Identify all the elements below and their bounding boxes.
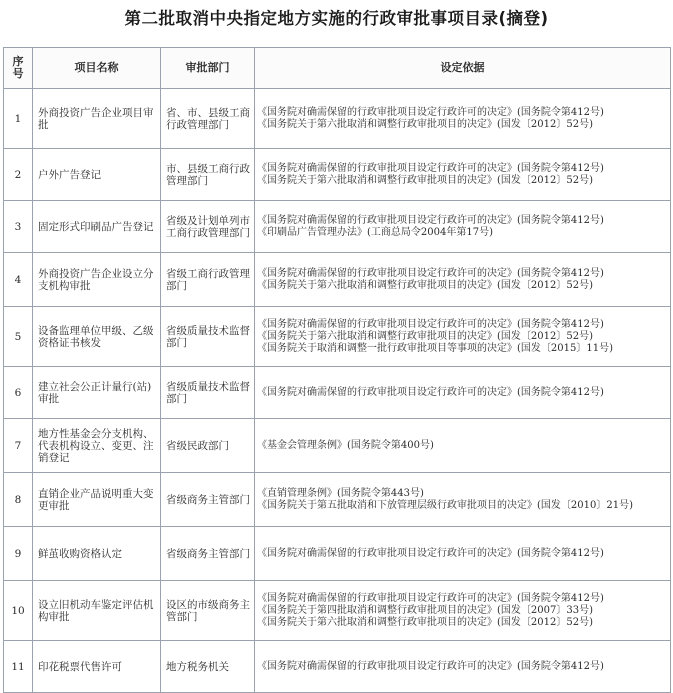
table-header-row <box>4 48 671 89</box>
legal-basis <box>255 307 671 367</box>
approval-dept: 省级质量技术监督部门 <box>161 367 255 419</box>
table-row <box>4 367 671 419</box>
row-number: 4 <box>4 253 33 307</box>
table-body <box>4 89 671 693</box>
table-row <box>4 581 671 641</box>
item-name: 外商投资广告企业设立分支机构审批 <box>33 253 161 307</box>
legal-basis-line: 《国务院关于第六批取消和调整行政审批项目的决定》(国发〔2012〕52号) <box>257 330 593 342</box>
legal-basis-line: 《国务院对确需保留的行政审批项目设定行政许可的决定》(国务院令第412号) <box>257 106 604 118</box>
table-row <box>4 473 671 527</box>
legal-basis <box>255 473 671 527</box>
legal-basis <box>255 419 671 473</box>
row-number: 11 <box>4 641 33 693</box>
approval-dept: 设区的市级商务主管部门 <box>161 581 255 641</box>
legal-basis-line: 《国务院关于取消和调整一批行政审批项目等事项的决定》(国发〔2015〕11号) <box>257 342 613 354</box>
approval-dept: 省、市、县级工商行政管理部门 <box>161 89 255 149</box>
row-number: 8 <box>4 473 33 527</box>
item-name: 地方性基金会分支机构、代表机构设立、变更、注销登记 <box>33 419 161 473</box>
approval-dept: 地方税务机关 <box>161 641 255 693</box>
legal-basis-line: 《国务院对确需保留的行政审批项目设定行政许可的决定》(国务院令第412号) <box>257 267 604 279</box>
table-row <box>4 149 671 201</box>
row-number: 10 <box>4 581 33 641</box>
row-number: 9 <box>4 527 33 581</box>
legal-basis <box>255 253 671 307</box>
approval-dept: 省级商务主管部门 <box>161 473 255 527</box>
legal-basis-line: 《国务院对确需保留的行政审批项目设定行政许可的决定》(国务院令第412号) <box>257 386 604 398</box>
legal-basis-line: 《国务院关于第五批取消和下放管理层级行政审批项目的决定》(国发〔2010〕21号) <box>257 499 633 511</box>
legal-basis-line: 《国务院关于第四批取消和调整行政审批项目的决定》(国发〔2007〕33号) <box>257 604 593 616</box>
legal-basis <box>255 149 671 201</box>
approval-dept: 省级质量技术监督部门 <box>161 307 255 367</box>
row-number: 6 <box>4 367 33 419</box>
row-number: 5 <box>4 307 33 367</box>
table-row <box>4 253 671 307</box>
legal-basis-line: 《国务院关于第六批取消和调整行政审批项目的决定》(国发〔2012〕52号) <box>257 279 593 291</box>
table-row <box>4 641 671 693</box>
legal-basis-line: 《国务院对确需保留的行政审批项目设定行政许可的决定》(国务院令第412号) <box>257 592 604 604</box>
legal-basis-line: 《国务院关于第六批取消和调整行政审批项目的决定》(国发〔2012〕52号) <box>257 174 593 186</box>
legal-basis <box>255 89 671 149</box>
row-number: 7 <box>4 419 33 473</box>
approval-dept: 市、县级工商行政管理部门 <box>161 149 255 201</box>
approval-dept: 省级及计划单列市工商行政管理部门 <box>161 201 255 253</box>
legal-basis-line: 《国务院对确需保留的行政审批项目设定行政许可的决定》(国务院令第412号) <box>257 318 604 330</box>
item-name: 设立旧机动车鉴定评估机构审批 <box>33 581 161 641</box>
legal-basis-line: 《国务院对确需保留的行政审批项目设定行政许可的决定》(国务院令第412号) <box>257 214 604 226</box>
item-name: 外商投资广告企业项目审批 <box>33 89 161 149</box>
legal-basis-line: 《国务院对确需保留的行政审批项目设定行政许可的决定》(国务院令第412号) <box>257 547 604 559</box>
item-name: 户外广告登记 <box>33 149 161 201</box>
row-number: 3 <box>4 201 33 253</box>
row-number: 2 <box>4 149 33 201</box>
table-row <box>4 89 671 149</box>
legal-basis-line: 《印刷品广告管理办法》(工商总局令2004年第17号) <box>257 226 493 238</box>
legal-basis-line: 《国务院对确需保留的行政审批项目设定行政许可的决定》(国务院令第412号) <box>257 162 604 174</box>
item-name: 印花税票代售许可 <box>33 641 161 693</box>
approval-dept: 省级民政部门 <box>161 419 255 473</box>
legal-basis <box>255 201 671 253</box>
legal-basis-line: 《国务院关于第六批取消和调整行政审批项目的决定》(国发〔2012〕52号) <box>257 118 593 130</box>
approval-dept: 省级商务主管部门 <box>161 527 255 581</box>
row-number: 1 <box>4 89 33 149</box>
legal-basis-line: 《国务院关于第六批取消和调整行政审批项目的决定》(国发〔2012〕52号) <box>257 616 593 628</box>
legal-basis <box>255 641 671 693</box>
item-name: 鲜茧收购资格认定 <box>33 527 161 581</box>
legal-basis-line: 《直销管理条例》(国务院令第443号) <box>257 487 424 499</box>
item-name: 直销企业产品说明重大变更审批 <box>33 473 161 527</box>
document-title: 第二批取消中央指定地方实施的行政审批事项目录(摘登) <box>124 9 549 28</box>
legal-basis-line: 《国务院对确需保留的行政审批项目设定行政许可的决定》(国务院令第412号) <box>257 660 604 672</box>
table-row <box>4 527 671 581</box>
table-row <box>4 419 671 473</box>
legal-basis-line: 《基金会管理条例》(国务院令第400号) <box>257 439 434 451</box>
legal-basis <box>255 527 671 581</box>
approval-dept: 省级工商行政管理部门 <box>161 253 255 307</box>
header-basis: 设定依据 <box>255 48 671 89</box>
header-dept: 审批部门 <box>161 48 255 89</box>
header-no: 序号 <box>4 48 33 89</box>
table-row <box>4 307 671 367</box>
table-row <box>4 201 671 253</box>
item-name: 设备监理单位甲级、乙级资格证书核发 <box>33 307 161 367</box>
legal-basis <box>255 367 671 419</box>
approval-items-table <box>3 47 671 693</box>
item-name: 建立社会公正计量行(站)审批 <box>33 367 161 419</box>
item-name: 固定形式印刷品广告登记 <box>33 201 161 253</box>
legal-basis <box>255 581 671 641</box>
header-name: 项目名称 <box>33 48 161 89</box>
